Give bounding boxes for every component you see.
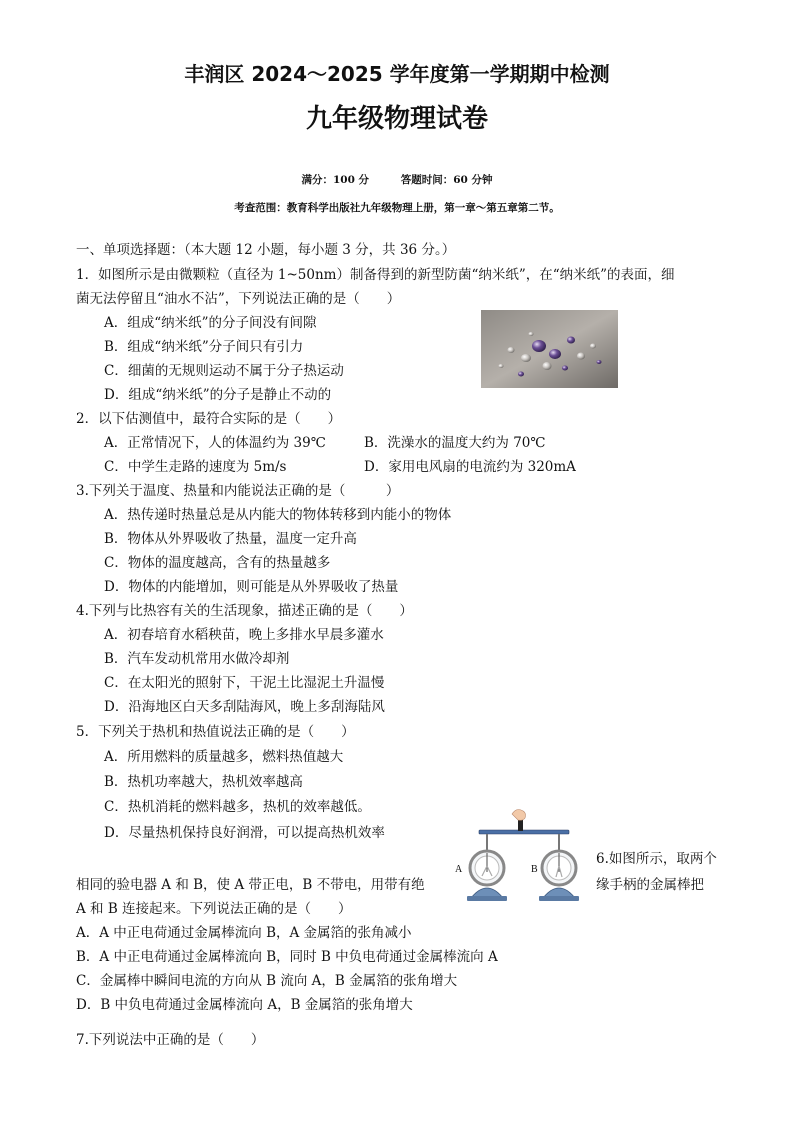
label-b: B (531, 864, 538, 875)
q1-stem-line1: 1．如图所示是由微颗粒（直径为 1~50nm）制备得到的新型防菌“纳米纸”，在“纳米纸”的表面，细 (76, 267, 675, 283)
exam-meta (0, 172, 794, 187)
q1-option-b: B．组成“纳米纸”分子间只有引力 (104, 339, 304, 355)
q4-option-b: B．汽车发动机常用水做冷却剂 (104, 651, 290, 667)
q2-option-a: A．正常情况下，人的体温约为 39℃ (104, 435, 326, 451)
q6-stem-line2: A 和 B 连接起来。下列说法正确的是（ ） (76, 901, 352, 917)
section-heading: 一、单项选择题：（本大题 12 小题，每小题 3 分，共 36 分。） (76, 242, 456, 258)
q2-option-d: D．家用电风扇的电流约为 320mA (364, 459, 576, 475)
q2-option-b: B．洗澡水的温度大约为 70℃ (364, 435, 546, 451)
q3-option-c: C．物体的温度越高，含有的热量越多 (104, 555, 331, 571)
q6-stem-right2: 缘手柄的金属棒把 (596, 877, 704, 893)
q4-option-c: C．在太阳光的照射下，干泥土比湿泥土升温慢 (104, 675, 385, 691)
nano-paper-photo (481, 310, 618, 388)
q4-option-d: D．沿海地区白天多刮陆海风，晚上多刮海陆风 (104, 699, 385, 715)
q1-option-a: A．组成“纳米纸”的分子间没有间隙 (104, 315, 317, 331)
q6-option-c: C．金属棒中瞬间电流的方向从 B 流向 A，B 金属箔的张角增大 (76, 973, 458, 989)
q6-stem-right1: 6.如图所示，取两个 (596, 851, 717, 867)
q3-option-a: A．热传递时热量总是从内能大的物体转移到内能小的物体 (104, 507, 452, 523)
q5-option-a: A．所用燃料的质量越多，燃料热值越大 (104, 749, 344, 765)
q5-option-b: B．热机功率越大，热机效率越高 (104, 774, 303, 790)
full-score: 满分：100 分 (301, 174, 370, 186)
q6-option-b: B．A 中正电荷通过金属棒流向 B，同时 B 中负电荷通过金属棒流向 A (76, 949, 498, 965)
q1-option-c: C．细菌的无规则运动不属于分子热运动 (104, 363, 344, 379)
q5-stem: 5．下列关于热机和热值说法正确的是（ ） (76, 724, 355, 740)
q1-stem-line2: 菌无法停留且“油水不沾”，下列说法正确的是（ ） (76, 291, 401, 307)
q4-stem: 4.下列与比热容有关的生活现象，描述正确的是（ ） (76, 603, 413, 619)
q2-stem: 2．以下估测值中，最符合实际的是（ ） (76, 411, 342, 427)
q2-option-c: C．中学生走路的速度为 5m/s (104, 459, 287, 475)
q5-option-c: C．热机消耗的燃料越多，热机的效率越低。 (104, 799, 371, 815)
q3-option-b: B．物体从外界吸收了热量，温度一定升高 (104, 531, 357, 547)
q7-stem: 7.下列说法中正确的是（ ） (76, 1032, 265, 1048)
exam-subtitle: 九年级物理试卷 (305, 104, 488, 134)
q6-stem-line1: 相同的验电器 A 和 B，使 A 带正电，B 不带电，用带有绝 (76, 877, 425, 893)
label-a: A (455, 864, 463, 875)
exam-scope: 考查范围：教育科学出版社九年级物理上册，第一章～第五章第二节。 (234, 202, 560, 214)
q3-stem: 3.下列关于温度、热量和内能说法正确的是（ ） (76, 483, 400, 499)
electroscope-diagram (449, 806, 595, 908)
answer-time: 答题时间：60 分钟 (400, 174, 493, 186)
q6-option-d: D．B 中负电荷通过金属棒流向 A，B 金属箔的张角增大 (76, 997, 413, 1013)
q1-option-d: D．组成“纳米纸”的分子是静止不动的 (104, 387, 332, 403)
q3-option-d: D．物体的内能增加，则可能是从外界吸收了热量 (104, 579, 399, 595)
q6-option-a: A．A 中正电荷通过金属棒流向 B，A 金属箔的张角减小 (76, 925, 412, 941)
exam-title: 丰润区 2024～2025 学年度第一学期期中检测 (184, 62, 610, 86)
q5-option-d: D．尽量热机保持良好润滑，可以提高热机效率 (104, 825, 385, 841)
q4-option-a: A．初春培育水稻秧苗，晚上多排水早晨多灌水 (104, 627, 384, 643)
